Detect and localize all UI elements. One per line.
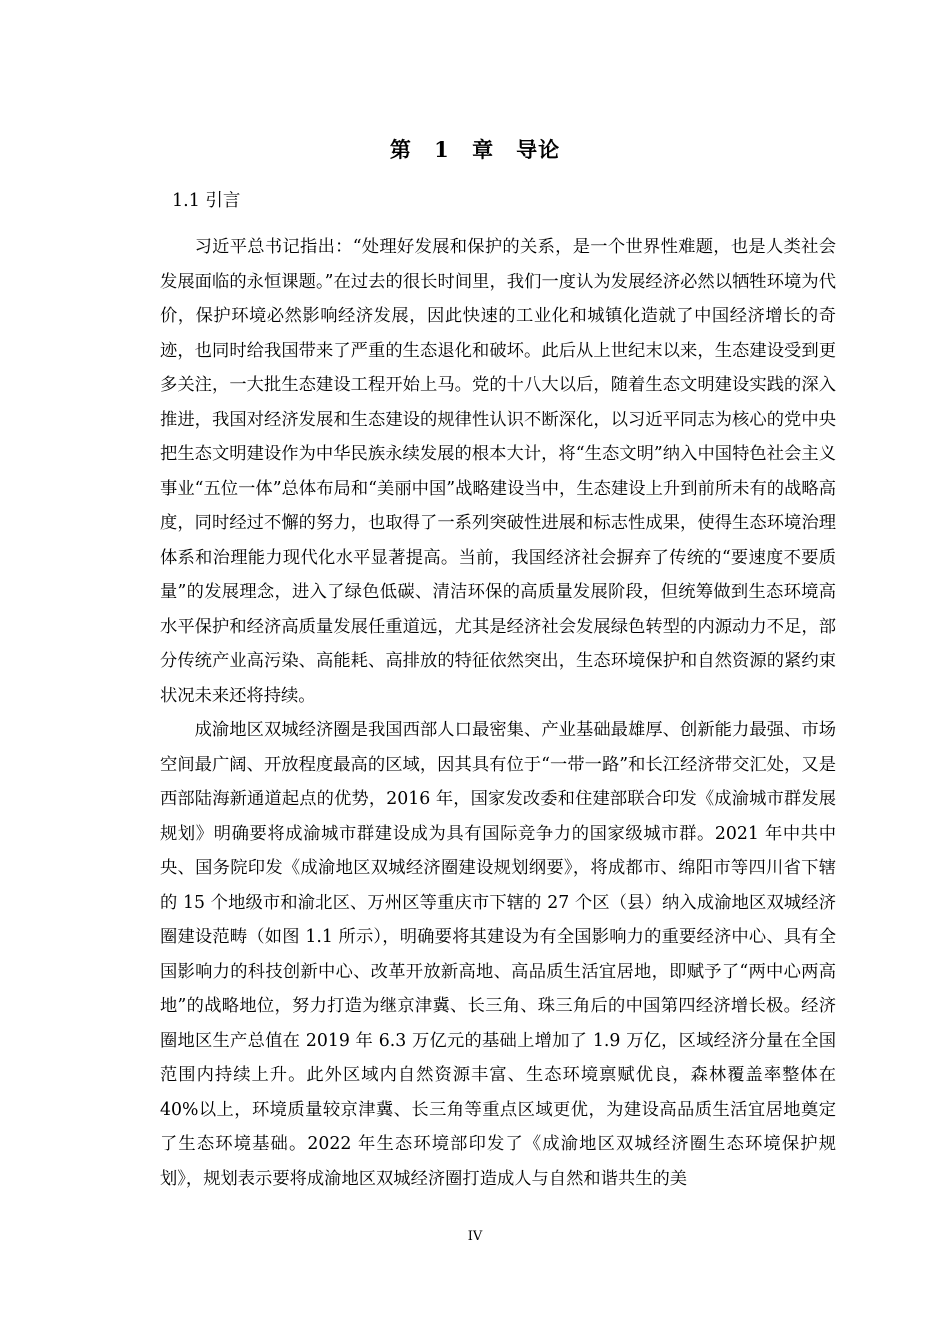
paragraph-2: 成渝地区双城经济圈是我国西部人口最密集、产业基础最雄厚、创新能力最强、市场空间最广阔、开放程度最高的区域，因其具有位于“一带一路”和长江经济带交汇处，又是西部陆海新通道起点的优势，2016 年，国家发改委和住建部联合印发《成渝城市群发展规划》明确要将成渝城市群建设成为具有国际竞争力的国家级城市群。2021 年中共中央、国务院印发《成渝地区双城经济圈建设规划纲要》，将成都市、绵阳市等四川省下辖的 15 个地级市和渝北区、万州区等重庆市下辖的 27 个区（县）纳入成渝地区双城经济圈建设范畴（如图 1.1 所示），明确要将其建设为有全国影响力的重要经济中心、具有全国影响力的科技创新中心、改革开放新高地、高品质生活宜居地，即赋予了“两中心两高地”的战略地位，努力打造为继京津冀、长三角、珠三角后的中国第四经济增长极。经济圈地区生产总值在 2019 年 6.3 万亿元的基础上增加了 1.9 万亿，区域经济分量在全国范围内持续上升。此外区域内自然资源丰富、生态环境禀赋优良，森林覆盖率整体在 40%以上，环境质量较京津冀、长三角等重点区域更优，为建设高品质生活宜居地奠定了生态环境基础。2022 年生态环境部印发了《成渝地区双城经济圈生态环境保护规划》，规划表示要将成渝地区双城经济圈打造成人与自然和谐共生的美 xyxy=(160,720,836,1189)
body-text xyxy=(160,230,836,1196)
paragraph-1: 习近平总书记指出：“处理好发展和保护的关系，是一个世界性难题，也是人类社会发展面临的永恒课题。”在过去的很长时间里，我们一度认为发展经济必然以牺牲环境为代价，保护环境必然影响经济发展，因此快速的工业化和城镇化造就了中国经济增长的奇迹，也同时给我国带来了严重的生态退化和破坏。此后从上世纪末以来，生态建设受到更多关注，一大批生态建设工程开始上马。党的十八大以后，随着生态文明建设实践的深入推进，我国对经济发展和生态建设的规律性认识不断深化，以习近平同志为核心的党中央把生态文明建设作为中华民族永续发展的根本大计，将“生态文明”纳入中国特色社会主义事业“五位一体”总体布局和“美丽中国”战略建设当中，生态建设上升到前所未有的战略高度，同时经过不懈的努力，也取得了一系列突破性进展和标志性成果，使得生态环境治理体系和治理能力现代化水平显著提高。当前，我国经济社会摒弃了传统的“要速度不要质量”的发展理念，进入了绿色低碳、清洁环保的高质量发展阶段，但统筹做到生态环境高水平保护和经济高质量发展任重道远，尤其是经济社会发展绿色转型的内源动力不足，部分传统产业高污染、高能耗、高排放的特征依然突出，生态环境保护和自然资源的紧约束状况未来还将持续。 xyxy=(160,237,836,706)
page-number: IV xyxy=(467,1229,483,1244)
section-heading: 1.1 引言 xyxy=(172,191,241,211)
chapter-title: 第 1 章 导论 xyxy=(389,137,561,162)
